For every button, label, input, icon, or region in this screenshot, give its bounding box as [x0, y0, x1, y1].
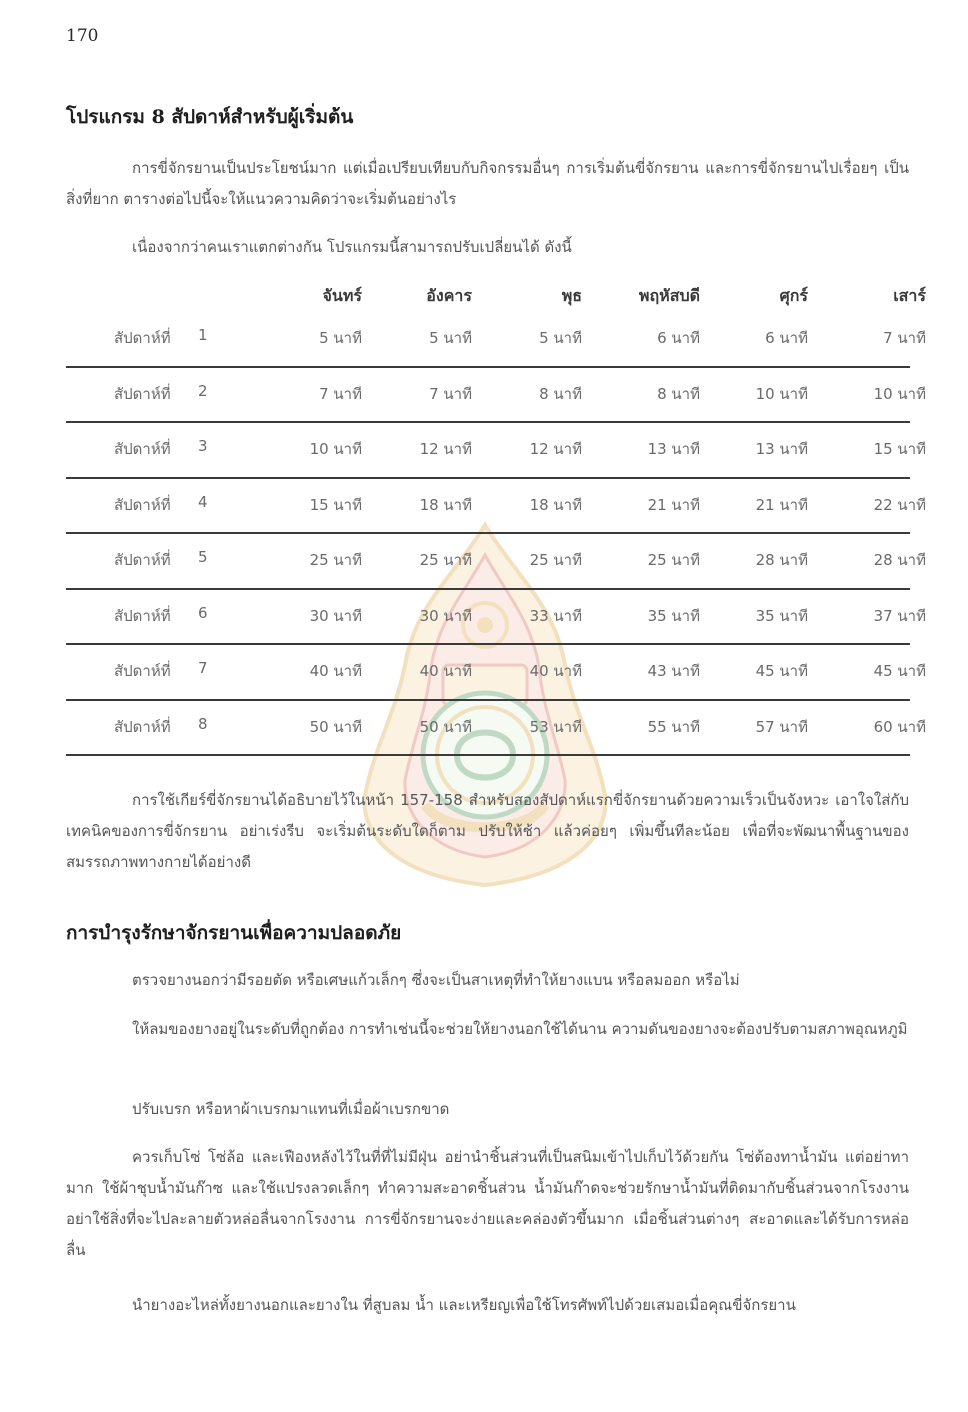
table-row	[66, 479, 926, 535]
table-cell-duration: 25 นาที	[309, 551, 362, 569]
table-row	[66, 312, 926, 368]
table-cell-duration: 45 นาที	[755, 662, 808, 680]
table-cell-duration: 8 นาที	[539, 384, 582, 403]
table-row	[66, 423, 926, 479]
table-cell-duration: 50 นาที	[419, 717, 472, 736]
week-label: สัปดาห์ที่	[114, 329, 171, 347]
week-label: สัปดาห์ที่	[114, 551, 171, 569]
table-cell-duration: 13 นาที	[647, 440, 700, 458]
header-tuesday: อังคาร	[426, 286, 472, 305]
table-cell-duration: 37 นาที	[873, 606, 926, 625]
table-cell-duration: 21 นาที	[755, 495, 808, 514]
table-cell-duration: 35 นาที	[755, 606, 808, 625]
table-row	[66, 534, 926, 590]
week-number: 8	[198, 714, 208, 733]
header-thursday: พฤหัสบดี	[638, 286, 700, 305]
table-cell-duration: 43 นาที	[647, 662, 700, 680]
maintenance-item-pressure: ให้ลมของยางอยู่ในระดับที่ถูกต้อง การทำเช่นนี้จะช่วยให้ยางนอกใช้ได้นาน ความดันของยางจะต้องปรับตามสภาพอุณหภูมิ	[132, 1020, 908, 1038]
maintenance-item-carry-spares: นำยางอะไหล่ทั้งยางนอกและยางใน ที่สูบลม น้ำ และเหรียญเพื่อใช้โทรศัพท์ไปด้วยเสมอเมื่อคุณขี่จักรยาน	[132, 1296, 796, 1314]
table-cell-duration: 6 นาที	[657, 329, 700, 347]
page-number: 170	[66, 26, 99, 46]
table-cell-duration: 8 นาที	[657, 384, 700, 403]
table-cell-duration: 28 นาที	[755, 551, 808, 569]
table-cell-duration: 12 นาที	[419, 440, 472, 458]
table-cell-duration: 13 นาที	[755, 440, 808, 458]
table-cell-duration: 5 นาที	[429, 329, 472, 347]
table-cell-duration: 53 นาที	[529, 717, 582, 736]
intro-note: เนื่องจากว่าคนเราแตกต่างกัน โปรแกรมนี้สามารถปรับเปลี่ยนได้ ดังนี้	[132, 238, 572, 256]
header-saturday: เสาร์	[893, 286, 926, 305]
table-cell-duration: 50 นาที	[309, 717, 362, 736]
table-cell-duration: 22 นาที	[873, 495, 926, 514]
table-cell-duration: 18 นาที	[529, 495, 582, 514]
week-label: สัปดาห์ที่	[114, 717, 171, 736]
table-cell-duration: 15 นาที	[309, 495, 362, 514]
maintenance-item-tires: ตรวจยางนอกว่ามีรอยตัด หรือเศษแก้วเล็กๆ ซึ่งจะเป็นสาเหตุที่ทำให้ยางแบน หรือลมออก หรือไม่	[132, 971, 740, 989]
week-label: สัปดาห์ที่	[114, 606, 171, 625]
table-cell-duration: 55 นาที	[647, 717, 700, 736]
table-cell-duration: 10 นาที	[873, 384, 926, 403]
table-cell-duration: 25 นาที	[419, 551, 472, 569]
table-cell-duration: 30 นาที	[309, 606, 362, 625]
week-label: สัปดาห์ที่	[114, 384, 171, 403]
week-number: 7	[198, 659, 208, 677]
table-cell-duration: 30 นาที	[419, 606, 472, 625]
table-cell-duration: 10 นาที	[309, 440, 362, 458]
table-row	[66, 645, 926, 701]
table-cell-duration: 40 นาที	[529, 662, 582, 680]
table-cell-duration: 12 นาที	[529, 440, 582, 458]
table-header-row	[66, 282, 926, 312]
table-row	[66, 368, 926, 424]
table-cell-duration: 7 นาที	[883, 329, 926, 347]
table-cell-duration: 7 นาที	[319, 384, 362, 403]
table-body	[66, 312, 926, 756]
week-label: สัปดาห์ที่	[114, 440, 171, 458]
after-table-paragraph: การใช้เกียร์ขี่จักรยานได้อธิบายไว้ในหน้า 157-158 สำหรับสองสัปดาห์แรกขี่จักรยานด้วยความเร็วเป็นจังหวะ เอาใจใส่กับเทคนิคของการขี่จักรยาน อย่าเร่งรีบ จะเริ่มต้นระดับใดก็ตาม ปรับให้ช้า แล้วค่อยๆ เพิ่มขึ้นทีละน้อย เพื่อที่จะพัฒนาพื้นฐานของสมรรถภาพทางกายได้อย่างดี	[66, 791, 909, 871]
header-wednesday: พุธ	[561, 286, 582, 305]
week-number: 5	[198, 548, 208, 566]
week-number: 4	[198, 492, 208, 511]
table-cell-duration: 33 นาที	[529, 606, 582, 625]
table-cell-duration: 40 นาที	[309, 662, 362, 680]
week-number: 6	[198, 603, 208, 622]
table-row	[66, 590, 926, 646]
header-monday: จันทร์	[322, 286, 362, 305]
table-cell-duration: 57 นาที	[755, 717, 808, 736]
table-cell-duration: 6 นาที	[765, 329, 808, 347]
week-number: 2	[198, 381, 208, 400]
week-label: สัปดาห์ที่	[114, 495, 171, 514]
section-heading-8-week-program: โปรแกรม 8 สัปดาห์สำหรับผู้เริ่มต้น	[66, 106, 354, 128]
intro-paragraph: การขี่จักรยานเป็นประโยชน์มาก แต่เมื่อเปรียบเทียบกับกิจกรรมอื่นๆ การเริ่มต้นขี่จักรยาน และการขี่จักรยานไปเรื่อยๆ เป็นสิ่งที่ยาก ตารางต่อไปนี้จะให้แนวความคิดว่าจะเริ่มต้นอย่างไร	[66, 159, 909, 208]
table-cell-duration: 40 นาที	[419, 662, 472, 680]
table-cell-duration: 5 นาที	[539, 329, 582, 347]
table-cell-duration: 21 นาที	[647, 495, 700, 514]
table-cell-duration: 60 นาที	[873, 717, 926, 736]
week-number: 1	[198, 326, 208, 344]
table-cell-duration: 25 นาที	[647, 551, 700, 569]
table-cell-duration: 45 นาที	[873, 662, 926, 680]
table-cell-duration: 28 นาที	[873, 551, 926, 569]
weekly-program-table	[66, 282, 926, 756]
header-friday: ศุกร์	[779, 286, 808, 305]
table-cell-duration: 7 นาที	[429, 384, 472, 403]
week-label: สัปดาห์ที่	[114, 662, 171, 680]
table-cell-duration: 18 นาที	[419, 495, 472, 514]
maintenance-item-brakes: ปรับเบรก หรือหาผ้าเบรกมาแทนที่เมื่อผ้าเบรกขาด	[132, 1100, 450, 1118]
week-number: 3	[198, 437, 208, 455]
table-cell-duration: 5 นาที	[319, 329, 362, 347]
maintenance-item-chain: ควรเก็บโซ่ โซ่ล้อ และเฟืองหลังไว้ในที่ที่ไม่มีฝุ่น อย่านำชิ้นส่วนที่เป็นสนิมเข้าไปเก็บไว้ด้วยกัน โซ่ต้องทาน้ำมัน แต่อย่าทามาก ใช้ผ้าชุบน้ำมันก๊าซ และใช้แปรงลวดเล็กๆ ทำความสะอาดชิ้นส่วน น้ำมันก๊าดจะช่วยรักษาน้ำมันที่ติดมากับชิ้นส่วนจากโรงงาน อย่าใช้สิ่งที่จะไปละลายตัวหล่อลื่นจากโรงงาน การขี่จักรยานจะง่ายและคล่องตัวขึ้นมาก เมื่อชิ้นส่วนต่างๆ สะอาดและได้รับการหล่อลื่น	[66, 1148, 909, 1259]
table-row	[66, 701, 926, 757]
section-heading-maintenance: การบำรุงรักษาจักรยานเพื่อความปลอดภัย	[66, 922, 402, 944]
table-cell-duration: 15 นาที	[873, 440, 926, 458]
table-cell-duration: 35 นาที	[647, 606, 700, 625]
table-cell-duration: 25 นาที	[529, 551, 582, 569]
table-cell-duration: 10 นาที	[755, 384, 808, 403]
